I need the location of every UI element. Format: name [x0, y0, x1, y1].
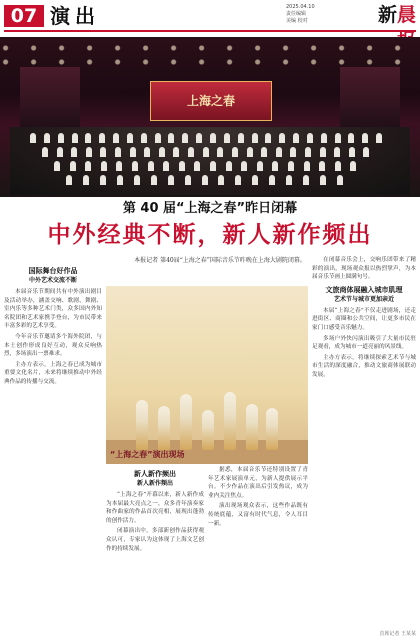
concert-photo	[0, 37, 420, 197]
musician	[57, 147, 63, 157]
dancer	[246, 404, 258, 450]
stage-screen: 上海之春	[150, 81, 272, 121]
issue-meta	[286, 4, 356, 25]
musician	[148, 161, 154, 171]
musician	[376, 133, 382, 143]
col2-heading: 新人新作频出 新人新作频出	[134, 470, 176, 487]
musician	[85, 133, 91, 143]
musician	[210, 161, 216, 171]
dancer	[136, 400, 148, 450]
col1-heading: 国际舞台好作品 中外艺术交流不断	[28, 267, 78, 284]
musician	[252, 175, 258, 185]
musician	[134, 175, 140, 185]
col1-para: 本届音乐节期间共有中外演出剧目及活动举办，涵盖交响、歌剧、舞剧、室内乐等多种艺术门类，众多国内外知名院团和艺术家携手登台，为市民带来丰富多彩的艺术享受。	[4, 289, 102, 330]
musician	[188, 147, 194, 157]
musician	[350, 161, 356, 171]
musician	[115, 147, 121, 157]
musician	[113, 133, 119, 143]
dancer	[266, 408, 278, 450]
musician	[99, 133, 105, 143]
musician	[185, 175, 191, 185]
musician	[203, 147, 209, 157]
musician	[293, 133, 299, 143]
col4-para: 主办方表示，将继续探索艺术节与城市生活的深度融合，推动文旅商体展联动发展。	[312, 354, 416, 378]
col2-para: 闭幕演出中，多部新创作品获得观众认可，专家认为这体现了上海文艺创作的持续发展。	[106, 528, 204, 552]
page-header	[0, 0, 420, 36]
col4-para: 本届“上海之春”不仅走进剧场，还走进街区、商圈和公共空间，让更多市民在家门口感受音乐魅力。	[312, 307, 416, 331]
musician	[132, 161, 138, 171]
col3-para: 演出现场观众表示，这些作品既有传统底蕴，又富有时代气息，令人耳目一新。	[208, 503, 308, 527]
musician	[363, 147, 369, 157]
header-rule	[4, 30, 416, 32]
musician	[182, 133, 188, 143]
musician	[141, 133, 147, 143]
musician	[168, 175, 174, 185]
musician	[269, 175, 275, 185]
musician	[334, 147, 340, 157]
col1-para: 今年音乐节邀请多个海外院团，与本土创作形成良好互动，观众反响热烈，多场演出一票难求。	[4, 333, 102, 358]
ceiling-lights	[0, 41, 420, 69]
musician	[202, 175, 208, 185]
musician	[272, 161, 278, 171]
dancer	[158, 406, 170, 450]
musician	[348, 133, 354, 143]
photo-caption: “上海之春”演出现场	[110, 450, 185, 459]
musician	[337, 175, 343, 185]
newspaper-logo	[360, 2, 416, 30]
musician	[261, 147, 267, 157]
musician	[179, 161, 185, 171]
musician	[144, 147, 150, 157]
musician	[72, 133, 78, 143]
musician	[100, 175, 106, 185]
column-4	[312, 256, 416, 632]
musician	[44, 133, 50, 143]
musician	[86, 147, 92, 157]
dance-photo	[106, 286, 308, 464]
page-number: 07	[4, 5, 44, 27]
musician	[163, 161, 169, 171]
musician	[66, 175, 72, 185]
musician	[286, 175, 292, 185]
musician	[349, 147, 355, 157]
dancer	[224, 392, 236, 450]
musician	[42, 147, 48, 157]
musician	[304, 161, 310, 171]
headline: 中外经典不断，新人新作频出	[47, 222, 373, 248]
col4-para: 在闭幕音乐会上，交响乐团带来了精彩的演出，现场观众报以热烈掌声，为本届音乐节画上圆满句号。	[312, 257, 416, 281]
musician	[335, 161, 341, 171]
section-title: 演出	[50, 4, 100, 28]
musician	[238, 133, 244, 143]
musician	[159, 147, 165, 157]
musician	[130, 147, 136, 157]
musician	[100, 147, 106, 157]
col4-heading: 文旅商体展融入城市肌理 艺术节与城市更加亲近	[325, 285, 403, 303]
musician	[151, 175, 157, 185]
musician	[241, 161, 247, 171]
musician	[54, 161, 60, 171]
musician	[335, 133, 341, 143]
musician	[168, 133, 174, 143]
musician	[305, 147, 311, 157]
byline-footer: 首席记者 王某某	[379, 631, 416, 637]
musician	[196, 133, 202, 143]
logo-main: 新	[377, 4, 397, 26]
musician	[58, 133, 64, 143]
musician	[127, 133, 133, 143]
musician	[194, 161, 200, 171]
musician	[321, 133, 327, 143]
editor-line: 责任编辑	[286, 11, 307, 17]
column-1	[4, 263, 102, 633]
musician	[210, 133, 216, 143]
musician	[279, 133, 285, 143]
musician	[218, 175, 224, 185]
musician	[85, 161, 91, 171]
musician	[320, 175, 326, 185]
musician	[319, 161, 325, 171]
musician	[276, 147, 282, 157]
dancer	[180, 394, 192, 450]
logo-accent: 晨	[396, 4, 416, 26]
musician	[83, 175, 89, 185]
musician	[288, 161, 294, 171]
musician	[362, 133, 368, 143]
col1-para: 主办方表示，上海之春已成为城市重要文化名片，未来将继续推动中外经典作品的传播与交流。	[4, 361, 102, 385]
col2-para: “上海之春”开幕以来，新人新作成为本届最大亮点之一，众多青年演奏家和作曲家的作品首次亮相，展现出蓬勃的创作活力。	[106, 492, 204, 524]
musician	[117, 175, 123, 185]
column-2	[106, 466, 204, 632]
musician	[116, 161, 122, 171]
musician	[173, 147, 179, 157]
dek: 本报记者 第40届“上海之春”国际音乐节昨晚在上海大剧院闭幕。	[134, 257, 306, 264]
musician	[217, 147, 223, 157]
musician	[155, 133, 161, 143]
orchestra	[10, 127, 410, 195]
designer-line: 美编 校对	[286, 18, 308, 24]
musician	[303, 175, 309, 185]
musician	[307, 133, 313, 143]
dancer	[202, 410, 214, 450]
musician	[290, 147, 296, 157]
musician	[232, 147, 238, 157]
musician	[224, 133, 230, 143]
column-3	[208, 466, 308, 632]
musician	[226, 161, 232, 171]
issue-date: 2025.04.10	[286, 4, 315, 10]
musician	[101, 161, 107, 171]
musician	[252, 133, 258, 143]
musician	[320, 147, 326, 157]
col4-para: 多场户外快闪演出吸引了大量市民驻足观看，成为城市一道亮丽的风景线。	[312, 335, 416, 351]
musician	[247, 147, 253, 157]
musician	[257, 161, 263, 171]
musician	[235, 175, 241, 185]
kicker: 第 40 届“上海之春”昨日闭幕	[122, 201, 298, 216]
musician	[30, 133, 36, 143]
col3-para: 据悉，本届音乐节还特别设置了青年艺术家展演单元，为新人提供展示平台。不少作品在演出后引发热议，成为业内关注焦点。	[208, 467, 308, 499]
musician	[265, 133, 271, 143]
musician	[71, 147, 77, 157]
musician	[70, 161, 76, 171]
